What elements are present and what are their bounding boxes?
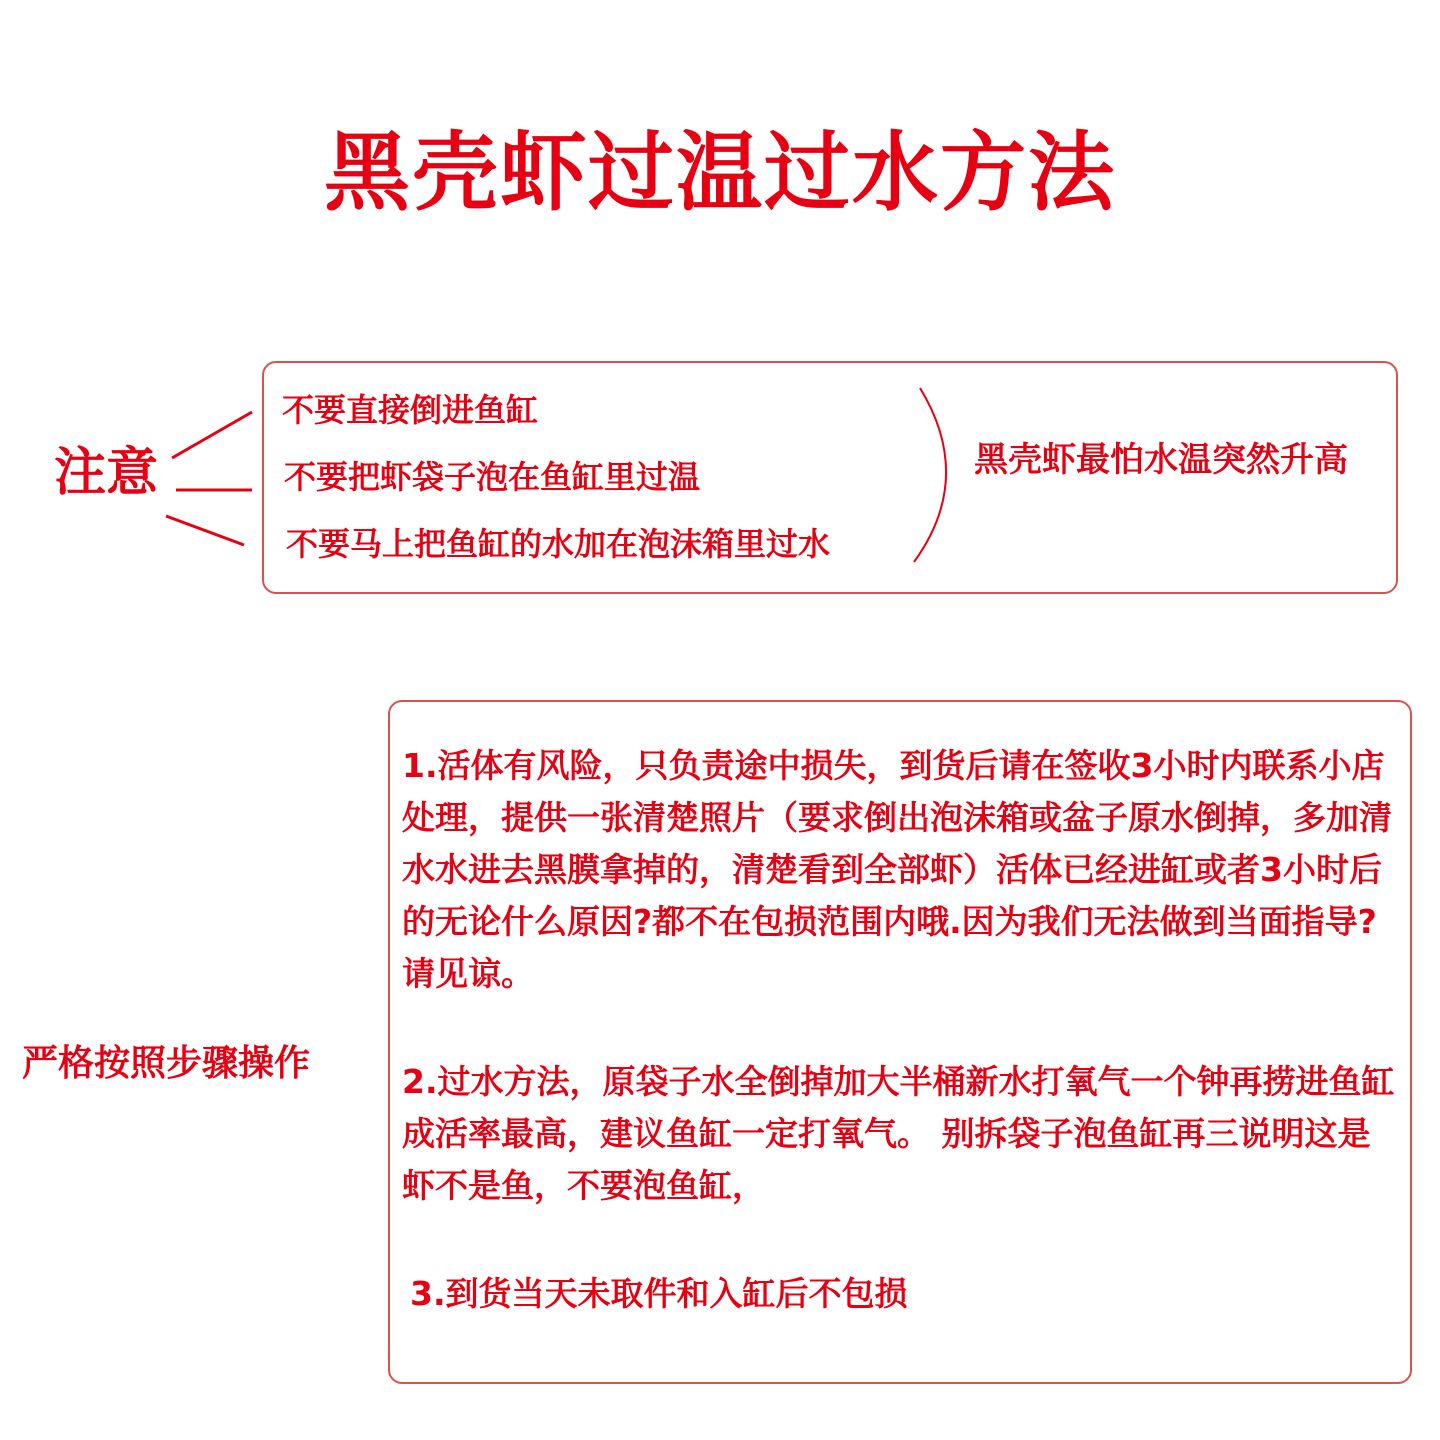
- notice-rule-3: 不要马上把鱼缸的水加在泡沫箱里过水: [286, 525, 831, 563]
- step-1: 1.活体有风险，只负责途中损失，到货后请在签收3小时内联系小店处理，提供一张清楚照片（要求倒出泡沫箱或盆子原水倒掉，多加清水水进去黑膜拿掉的，清楚看到全部虾）活体已经进缸或者3小时后的无论什么原因?都不在包损范围内哦.因为我们无法做到当面指导?请见谅。: [402, 746, 1392, 993]
- notice-reason: 黑壳虾最怕水温突然升高: [974, 440, 1348, 480]
- step-3: 3.到货当天未取件和入缸后不包损: [410, 1274, 908, 1313]
- notice-rule-2: 不要把虾袋子泡在鱼缸里过温: [284, 458, 701, 496]
- notice-label: 注意: [54, 443, 159, 503]
- page-title: 黑壳虾过温过水方法: [324, 123, 1116, 223]
- step-2: 2.过水方法，原袋子水全倒掉加大半桶新水打氧气一个钟再捞进鱼缸成活率最高，建议鱼缸一定打氧气。 别拆袋子泡鱼缸再三说明这是虾不是鱼，不要泡鱼缸，: [402, 1062, 1395, 1205]
- steps-label: 严格按照步骤操作: [22, 1043, 311, 1084]
- notice-rule-1: 不要直接倒进鱼缸: [282, 391, 539, 429]
